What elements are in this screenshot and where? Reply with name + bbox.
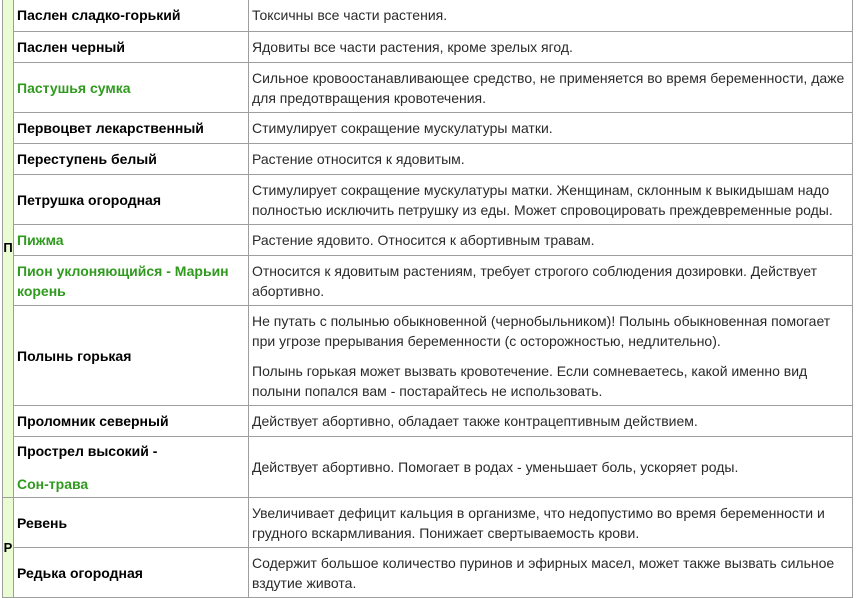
table-row [3,498,853,548]
table-row [3,225,853,256]
table-row [3,32,853,63]
plant-name: Полынь горькая [14,306,249,406]
plant-description: Стимулирует сокращение мускулатуры матки. [249,113,853,144]
section-letter-p: П [3,0,14,498]
plant-name-link[interactable]: Сон-трава [17,475,89,492]
plant-name-line: Прострел высокий - [17,442,158,459]
plant-description: Ядовиты все части растения, кроме зрелых ягод. [249,32,853,63]
table-row [3,175,853,225]
plant-description: Растение ядовито. Относится к абортивным травам. [249,225,853,256]
plant-description: Стимулирует сокращение мускулатуры матки. Женщинам, склонным к выкидышам надо полностью исключить петрушку из еды. Может спровоцировать преждевременные роды. [249,175,853,225]
plant-description: Действует абортивно. Помогает в родах - уменьшает боль, ускоряет роды. [249,437,853,498]
table-row [3,437,853,498]
plant-name [14,437,249,498]
plant-name-link[interactable]: Пастушья сумка [14,63,249,113]
plant-description: Содержит большое количество пуринов и эфирных масел, может также вызвать сильное вздутие живота. [249,548,853,598]
table-row [3,306,853,406]
plant-description: Действует абортивно, обладает также контрацептивным действием. [249,406,853,437]
plant-name: Переступень белый [14,144,249,175]
plant-description: Не путать с полынью обыкновенной (чернобыльником)! Полынь обыкновенная помогает при угрозе прерывания беременности (с осторожностью, недлительно). Полынь горькая может вызвать кровотечение. Если сомневаетесь, какой именно вид полыни попался вам - постарайтесь не использовать. [249,306,853,406]
section-letter-r: Р [3,498,14,598]
plant-description: Растение относится к ядовитым. [249,144,853,175]
plant-name: Ревень [14,498,249,548]
plant-name: Паслен сладко-горький [14,0,249,32]
plant-name-link[interactable]: Пижма [14,225,249,256]
plant-description: Увеличивает дефицит кальция в организме, что недопустимо во время беременности и грудного вскармливания. Понижает свертываемость крови. [249,498,853,548]
plant-name-link[interactable]: Пион уклоняющийся - Марьин корень [14,256,249,306]
plant-name: Паслен черный [14,32,249,63]
table-row [3,406,853,437]
table-row [3,0,853,32]
table-row [3,113,853,144]
plant-name: Проломник северный [14,406,249,437]
plants-table [2,0,853,598]
plant-name: Первоцвет лекарственный [14,113,249,144]
table-row [3,548,853,598]
plant-description: Токсичны все части растения. [249,0,853,32]
table-row [3,256,853,306]
plant-description: Сильное кровоостанавливающее средство, не применяется во время беременности, даже для предотвращения кровотечения. [249,63,853,113]
table-row [3,144,853,175]
plant-name: Петрушка огородная [14,175,249,225]
plant-name: Редька огородная [14,548,249,598]
table-row [3,63,853,113]
plant-description: Относится к ядовитым растениям, требует строгого соблюдения дозировки. Действует абортивно. [249,256,853,306]
